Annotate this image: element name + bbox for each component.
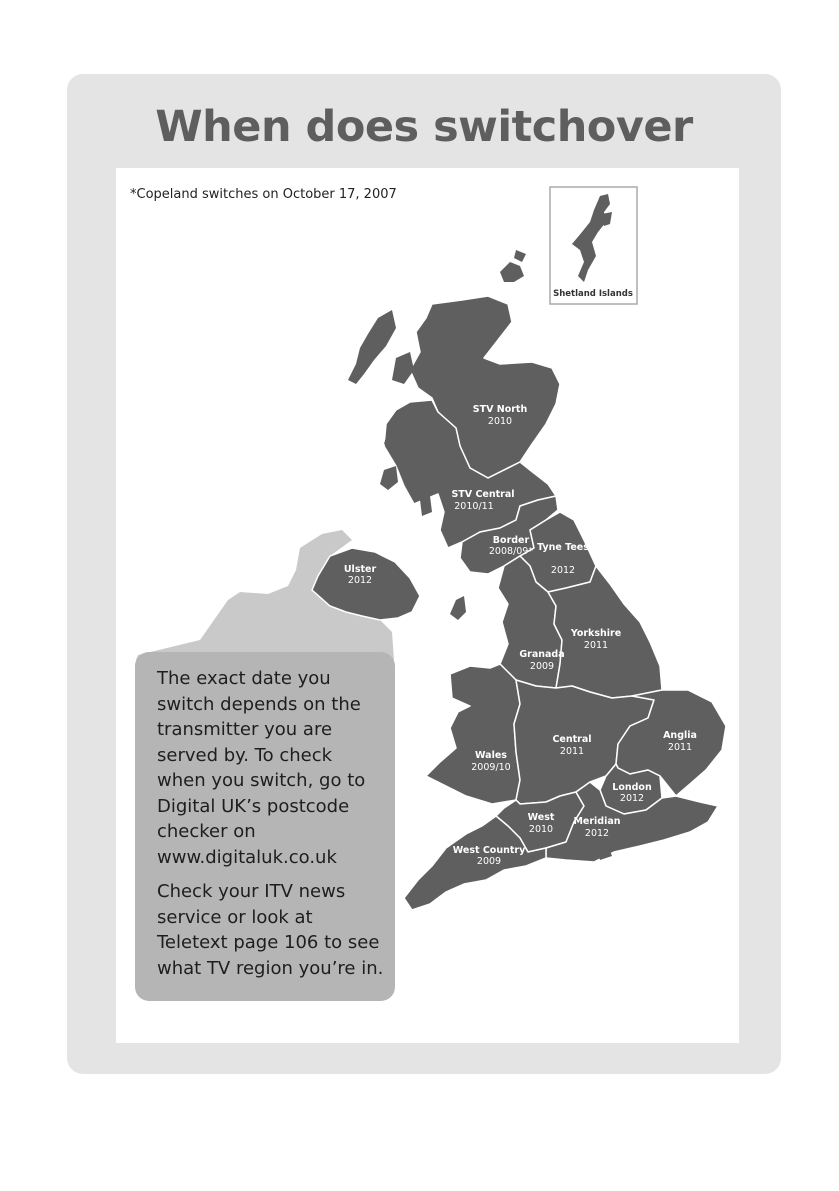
label-wales-name: Wales [475,750,507,761]
label-london-name: London [612,782,652,793]
label-stv-north-name: STV North [472,404,528,415]
label-granada-year: 2009 [529,661,555,672]
page-title: When does switchover [155,102,693,152]
label-border-year: 2008/09* [488,546,534,557]
label-border-name: Border [492,535,530,546]
label-granada-name: Granada [519,649,565,660]
orkney-islands [500,250,526,282]
label-tyne-tees-year: 2012 [550,565,576,576]
label-stv-central-year: 2010/11 [454,501,494,512]
label-tyne-tees-name: Tyne Tees [537,542,589,553]
label-meridian-name: Meridian [573,816,621,827]
region-wales [426,664,520,804]
label-stv-central-name: STV Central [451,489,515,500]
label-wales-year: 2009/10 [471,762,511,773]
outer-hebrides [348,310,396,384]
info-paragraph-2: Check your ITV news service or look at Teletext page 106 to see what TV region you’re in. [157,881,384,979]
label-west-country-year: 2009 [476,856,502,867]
info-paragraph-1: The exact date you switch depends on the transmitter you are served by. To check when you switch, go to Digital UK’s postcode checker on www.digitaluk.co.uk [157,668,366,868]
shetland-label: Shetland Islands [553,289,633,299]
islay-island [380,466,398,490]
label-anglia-name: Anglia [663,730,697,741]
skye-island [392,352,414,384]
label-yorkshire-name: Yorkshire [570,628,622,639]
label-west-name: West [527,812,555,823]
label-west-year: 2010 [528,824,554,835]
label-stv-north-year: 2010 [487,416,513,427]
shetland-inset [550,187,637,304]
label-yorkshire-year: 2011 [583,640,609,651]
label-anglia-year: 2011 [667,742,693,753]
label-meridian-year: 2012 [584,828,610,839]
copeland-note: *Copeland switches on October 17, 2007 [130,187,397,202]
info-box [135,652,395,1001]
label-central-year: 2011 [559,746,585,757]
label-west-country-name: West Country [452,845,526,856]
label-ulster-year: 2012 [347,575,373,586]
shetland-inset-frame [550,187,637,304]
label-ulster-name: Ulster [343,564,377,575]
isle-of-man [450,596,466,620]
label-central-name: Central [552,734,592,745]
label-london-year: 2012 [619,793,645,804]
